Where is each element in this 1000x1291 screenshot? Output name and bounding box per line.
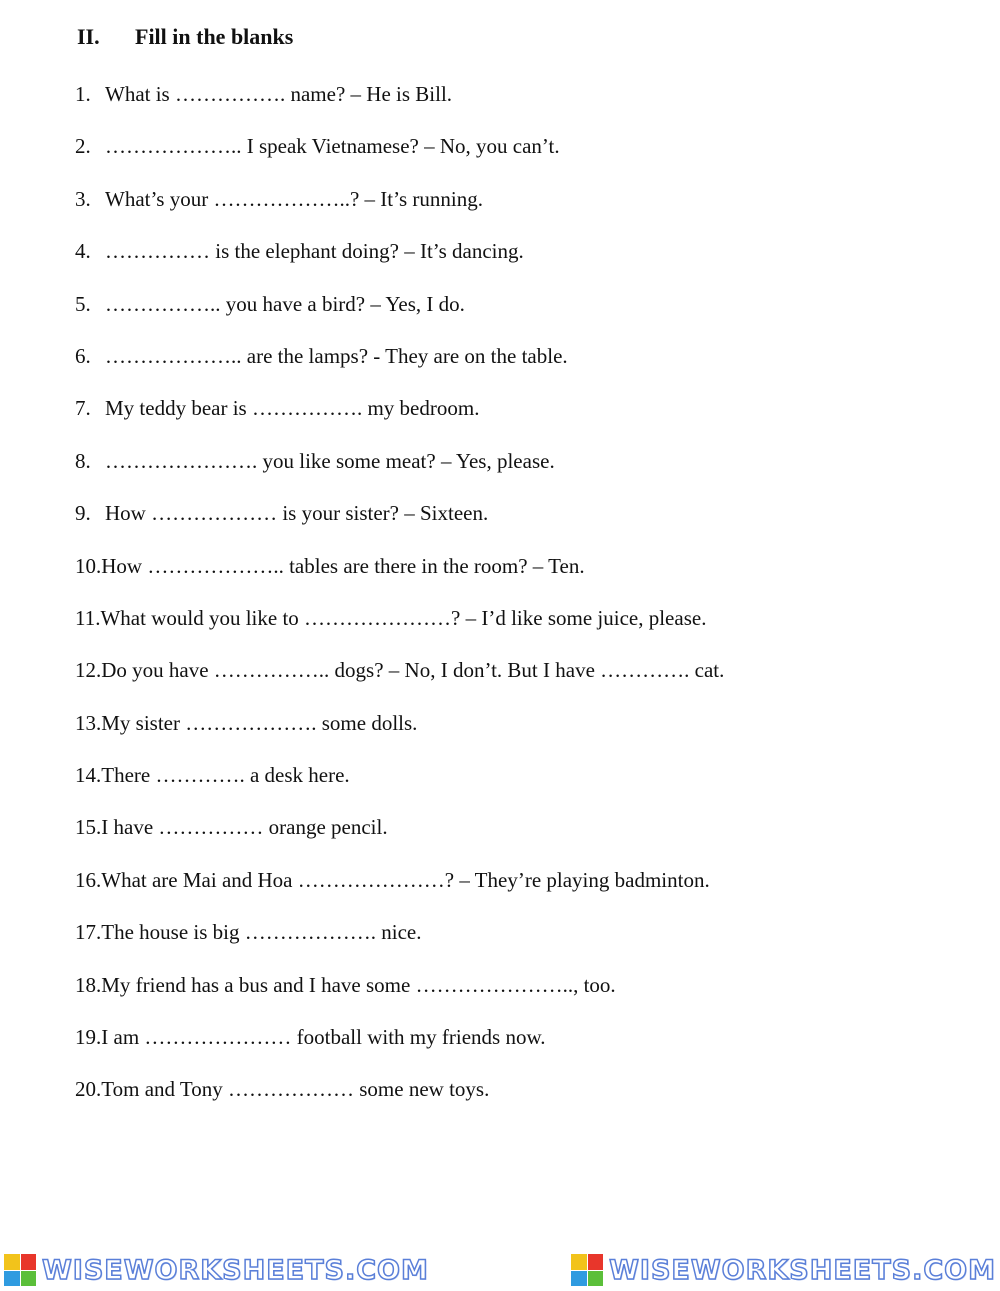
question-text: I have …………… orange pencil.	[101, 815, 388, 840]
question-list	[75, 80, 724, 1128]
question-item	[75, 971, 724, 1023]
watermark-text: WISEWORKSHEETS.COM	[609, 1254, 996, 1286]
question-number: 11.	[75, 605, 101, 630]
question-number: 3.	[75, 186, 91, 211]
question-number: 2.	[75, 134, 91, 159]
question-item	[75, 1075, 724, 1127]
question-item	[75, 1023, 724, 1075]
question-number: 13.	[75, 710, 102, 735]
question-number: 15.	[75, 815, 102, 840]
section-title: Fill in the blanks	[135, 24, 294, 49]
question-number: 8.	[75, 448, 91, 473]
question-text: …………………. you like some meat? – Yes, please.	[105, 448, 555, 473]
question-item	[75, 499, 724, 551]
question-text: My teddy bear is ……………. my bedroom.	[105, 396, 480, 421]
wise-logo-icon	[571, 1254, 603, 1286]
question-item	[75, 447, 724, 499]
question-number: 9.	[75, 501, 91, 526]
question-item	[75, 237, 724, 289]
question-text: There …………. a desk here.	[101, 763, 350, 788]
watermark-brand	[4, 1254, 429, 1286]
question-number: 10.	[75, 553, 102, 578]
section-numeral: II.	[77, 24, 100, 49]
question-item	[75, 394, 724, 446]
question-item	[75, 866, 724, 918]
question-item	[75, 813, 724, 865]
question-number: 14.	[75, 763, 102, 788]
question-item	[75, 132, 724, 184]
question-number: 6.	[75, 343, 91, 368]
question-number: 4.	[75, 239, 91, 264]
question-text: What would you like to …………………? – I’d like some juice, please.	[100, 605, 707, 630]
question-text: The house is big ………………. nice.	[101, 920, 422, 945]
question-number: 1.	[75, 82, 91, 106]
question-text: ……………….. are the lamps? - They are on the table.	[105, 343, 568, 368]
question-text: ……………….. I speak Vietnamese? – No, you can’t.	[105, 134, 560, 159]
question-item	[75, 80, 724, 132]
question-number: 5.	[75, 291, 91, 316]
question-number: 19.	[75, 1025, 102, 1050]
question-number: 18.	[75, 972, 102, 997]
question-number: 12.	[75, 658, 102, 683]
watermark-text: WISEWORKSHEETS.COM	[42, 1254, 429, 1286]
question-item	[75, 709, 724, 761]
question-item	[75, 185, 724, 237]
question-text: …………….. you have a bird? – Yes, I do.	[105, 291, 465, 316]
question-text: My friend has a bus and I have some ………………….., too.	[101, 972, 616, 997]
question-text: I am ………………… football with my friends now.	[101, 1025, 546, 1050]
question-number: 16.	[75, 867, 102, 892]
question-text: …………… is the elephant doing? – It’s dancing.	[105, 239, 524, 264]
question-item	[75, 918, 724, 970]
question-text: How ……………….. tables are there in the room? – Ten.	[101, 553, 585, 578]
question-number: 7.	[75, 396, 91, 421]
question-text: How ……………… is your sister? – Sixteen.	[105, 501, 489, 526]
question-text: What are Mai and Hoa …………………? – They’re playing badminton.	[101, 867, 710, 892]
question-text: Tom and Tony ……………… some new toys.	[101, 1077, 490, 1102]
question-item	[75, 761, 724, 813]
watermark-footer	[0, 1252, 1000, 1288]
question-number: 17.	[75, 920, 102, 945]
question-number: 20.	[75, 1077, 102, 1102]
question-text: My sister ………………. some dolls.	[101, 710, 418, 735]
question-item	[75, 604, 724, 656]
wise-logo-icon	[4, 1254, 36, 1286]
question-item	[75, 656, 724, 708]
question-text: What’s your ………………..? – It’s running.	[105, 186, 483, 211]
question-item	[75, 552, 724, 604]
question-item	[75, 290, 724, 342]
watermark-brand	[571, 1254, 996, 1286]
section-heading	[77, 24, 293, 50]
question-text: Do you have …………….. dogs? – No, I don’t. But I have …………. cat.	[101, 658, 725, 683]
question-item	[75, 342, 724, 394]
question-text: What is ……………. name? – He is Bill.	[105, 82, 453, 106]
